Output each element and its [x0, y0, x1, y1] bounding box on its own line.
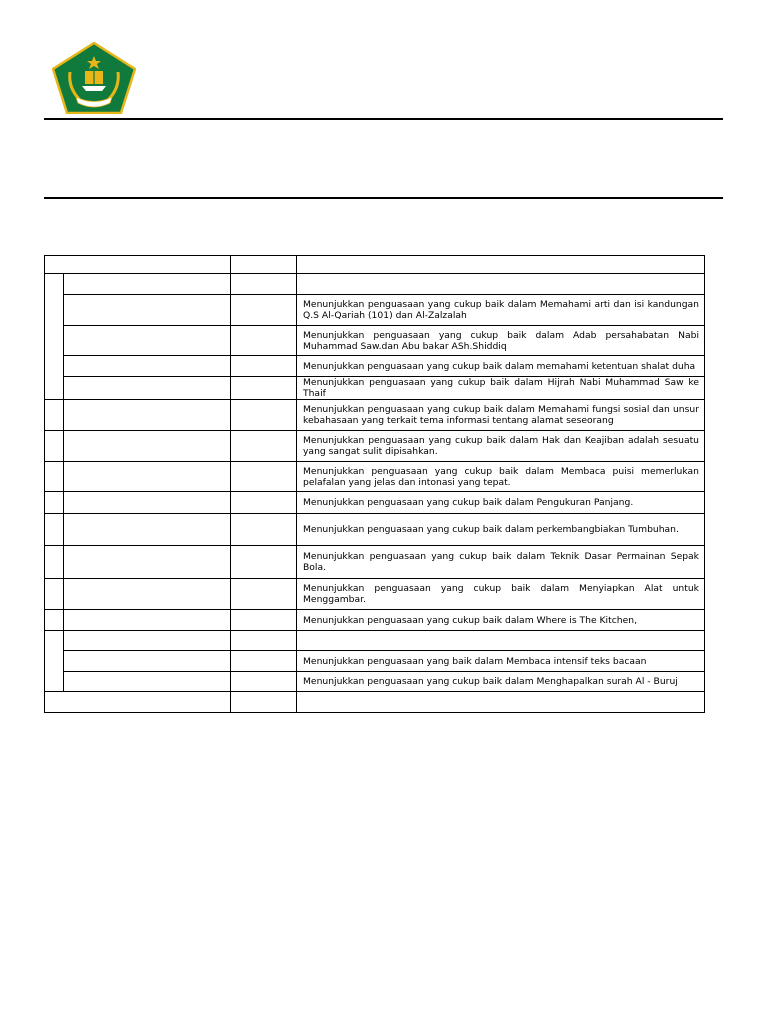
table-row — [45, 356, 705, 377]
description-cell: Menunjukkan penguasaan yang cukup baik dalam Where is The Kitchen, — [297, 610, 705, 631]
description-cell: Menunjukkan penguasaan yang cukup baik dalam Menyiapkan Alat untuk Menggambar. — [297, 579, 705, 610]
table-cell — [64, 610, 231, 631]
table-total-row — [45, 692, 705, 713]
header-top-rule — [44, 118, 723, 120]
table-row — [45, 546, 705, 579]
table-cell — [231, 256, 297, 274]
table-cell — [297, 256, 705, 274]
table-cell — [231, 400, 297, 431]
table-row — [45, 631, 705, 651]
table-cell — [45, 610, 64, 631]
table-row — [45, 492, 705, 514]
table-cell — [231, 651, 297, 672]
description-cell — [297, 274, 705, 295]
table-row — [45, 431, 705, 462]
table-cell — [45, 431, 64, 462]
description-cell: Menunjukkan penguasaan yang cukup baik dalam memahami ketentuan shalat duha — [297, 356, 705, 377]
description-cell: Menunjukkan penguasaan yang cukup baik dalam Membaca puisi memerlukan pelafalan yang jelas dan intonasi yang tepat. — [297, 462, 705, 492]
table-cell — [64, 514, 231, 546]
table-cell — [231, 579, 297, 610]
table-cell — [231, 356, 297, 377]
table-cell — [64, 400, 231, 431]
table-row — [45, 400, 705, 431]
description-cell: Menunjukkan penguasaan yang cukup baik dalam Hijrah Nabi Muhammad Saw ke Thaif — [297, 377, 705, 400]
description-cell: Menunjukkan penguasaan yang cukup baik dalam Teknik Dasar Permainan Sepak Bola. — [297, 546, 705, 579]
table-cell — [45, 514, 64, 546]
table-cell — [45, 579, 64, 610]
description-cell: Menunjukkan penguasaan yang cukup baik dalam Hak dan Keajiban adalah sesuatu yang sangat sulit dipisahkan. — [297, 431, 705, 462]
table-cell — [231, 610, 297, 631]
table-cell — [231, 546, 297, 579]
table-cell — [64, 672, 231, 692]
description-cell: Menunjukkan penguasaan yang cukup baik dalam Menghapalkan surah Al - Buruj — [297, 672, 705, 692]
description-cell: Menunjukkan penguasaan yang cukup baik dalam Adab persahabatan Nabi Muhammad Saw.dan Abu bakar ASh.Shiddiq — [297, 326, 705, 356]
table-row — [45, 651, 705, 672]
group-cell — [45, 631, 64, 692]
table-cell — [231, 431, 297, 462]
ministry-emblem-logo — [52, 42, 136, 114]
table-cell — [64, 462, 231, 492]
table-row — [45, 610, 705, 631]
table-cell — [64, 579, 231, 610]
table-cell — [64, 274, 231, 295]
table-cell — [45, 492, 64, 514]
table-cell — [64, 356, 231, 377]
grades-table — [44, 255, 705, 713]
table-cell — [231, 274, 297, 295]
table-header-row — [45, 256, 705, 274]
description-cell: Menunjukkan penguasaan yang cukup baik dalam Pengukuran Panjang. — [297, 492, 705, 514]
table-row — [45, 672, 705, 692]
table-cell — [297, 692, 705, 713]
table-cell — [231, 377, 297, 400]
table-cell — [64, 295, 231, 326]
table-cell — [231, 514, 297, 546]
description-cell: Menunjukkan penguasaan yang cukup baik dalam Memahami fungsi sosial dan unsur kebahasaan yang terkait tema informasi tentang alamat seseorang — [297, 400, 705, 431]
table-cell — [231, 326, 297, 356]
description-cell — [297, 631, 705, 651]
table-cell — [45, 546, 64, 579]
table-cell — [45, 692, 231, 713]
table-cell — [64, 492, 231, 514]
group-cell — [45, 274, 64, 400]
table-row — [45, 274, 705, 295]
table-row — [45, 514, 705, 546]
table-row — [45, 377, 705, 400]
table-row — [45, 295, 705, 326]
table-cell — [45, 256, 231, 274]
table-cell — [231, 672, 297, 692]
table-cell — [231, 295, 297, 326]
table-cell — [64, 377, 231, 400]
table-cell — [64, 431, 231, 462]
description-cell: Menunjukkan penguasaan yang baik dalam Membaca intensif teks bacaan — [297, 651, 705, 672]
description-cell: Menunjukkan penguasaan yang cukup baik dalam Memahami arti dan isi kandungan Q.S Al-Qariah (101) dan Al-Zalzalah — [297, 295, 705, 326]
table-cell — [64, 546, 231, 579]
table-cell — [231, 631, 297, 651]
description-cell: Menunjukkan penguasaan yang cukup baik dalam perkembangbiakan Tumbuhan. — [297, 514, 705, 546]
table-cell — [231, 462, 297, 492]
header-bottom-rule — [44, 197, 723, 199]
table-cell — [45, 462, 64, 492]
table-row — [45, 579, 705, 610]
table-row — [45, 326, 705, 356]
table-cell — [231, 492, 297, 514]
table-row — [45, 462, 705, 492]
table-cell — [64, 326, 231, 356]
table-cell — [231, 692, 297, 713]
table-cell — [64, 651, 231, 672]
table-cell — [45, 400, 64, 431]
table-cell — [64, 631, 231, 651]
